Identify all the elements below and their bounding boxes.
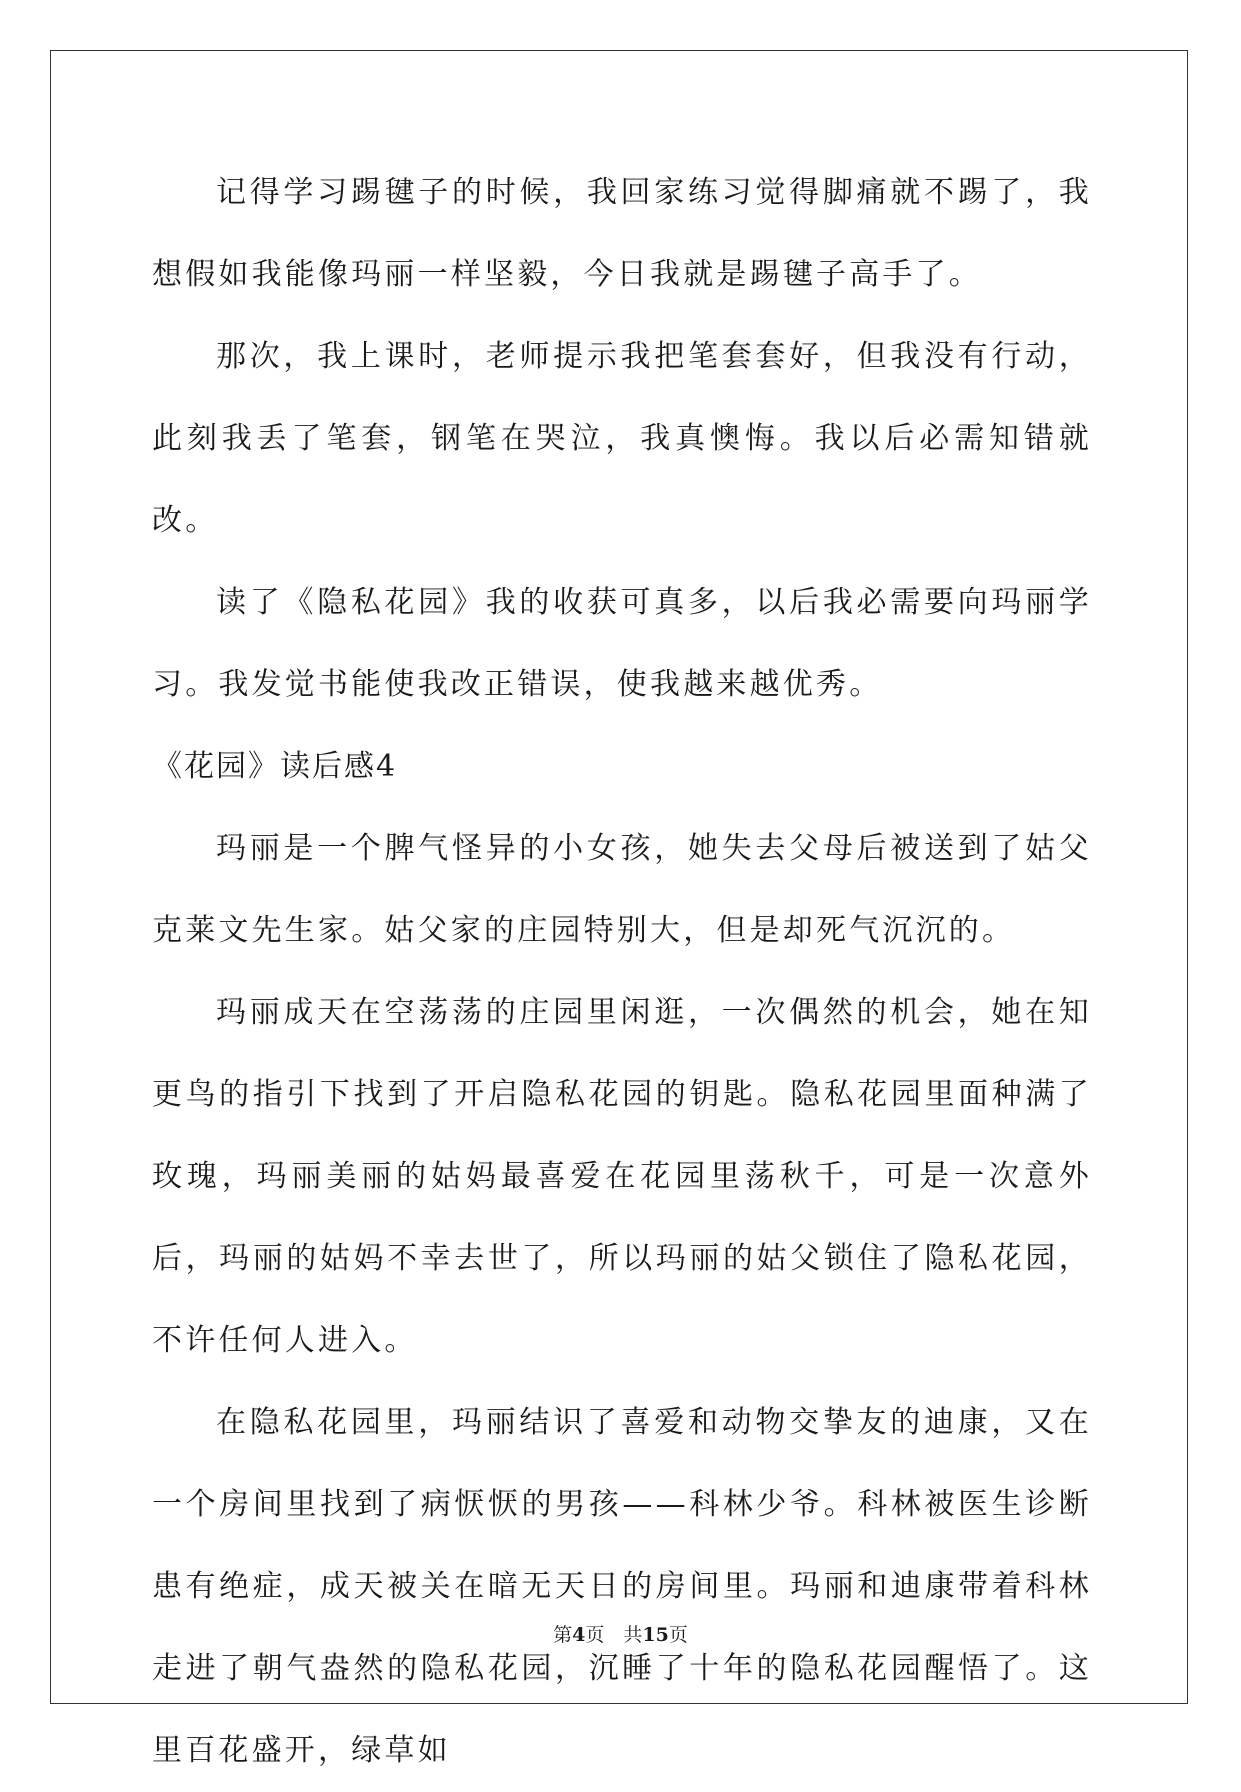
paragraph-5: 玛丽成天在空荡荡的庄园里闲逛，一次偶然的机会，她在知更鸟的指引下找到了开启隐私花园的钥匙。隐私花园里面种满了玫瑰，玛丽美丽的姑妈最喜爱在花园里荡秋千，可是一次意外后，玛丽的姑妈不幸去世了，所以玛丽的姑父锁住了隐私花园，不许任何人进入。	[152, 995, 1092, 1358]
paragraph-4: 玛丽是一个脾气怪异的小女孩，她失去父母后被送到了姑父克莱文先生家。姑父家的庄园特别大，但是却死气沉沉的。	[152, 831, 1092, 948]
footer-middle: 页 共	[585, 1624, 643, 1646]
page-footer	[0, 1620, 1241, 1647]
footer-total-pages: 15	[642, 1624, 669, 1646]
paragraph-3: 读了《隐私花园》我的收获可真多，以后我必需要向玛丽学习。我发觉书能使我改正错误，使我越来越优秀。	[152, 585, 1092, 702]
paragraph-2: 那次，我上课时，老师提示我把笔套套好，但我没有行动，此刻我丢了笔套，钢笔在哭泣，我真懊悔。我以后必需知错就改。	[152, 339, 1092, 538]
paragraph-1: 记得学习踢毽子的时候，我回家练习觉得脚痛就不踢了，我想假如我能像玛丽一样坚毅，今日我就是踢毽子高手了。	[152, 175, 1092, 292]
footer-suffix: 页	[668, 1624, 688, 1646]
document-body	[152, 152, 1092, 1792]
section-heading: 《花园》读后感4	[152, 749, 398, 784]
footer-page-number: 4	[572, 1624, 586, 1646]
footer-prefix: 第	[553, 1624, 573, 1646]
paragraph-6: 在隐私花园里，玛丽结识了喜爱和动物交挚友的迪康，又在一个房间里找到了病恹恹的男孩——科林少爷。科林被医生诊断患有绝症，成天被关在暗无天日的房间里。玛丽和迪康带着科林走进了朝气盎然的隐私花园，沉睡了十年的隐私花园醒悟了。这里百花盛开，绿草如	[152, 1405, 1092, 1768]
